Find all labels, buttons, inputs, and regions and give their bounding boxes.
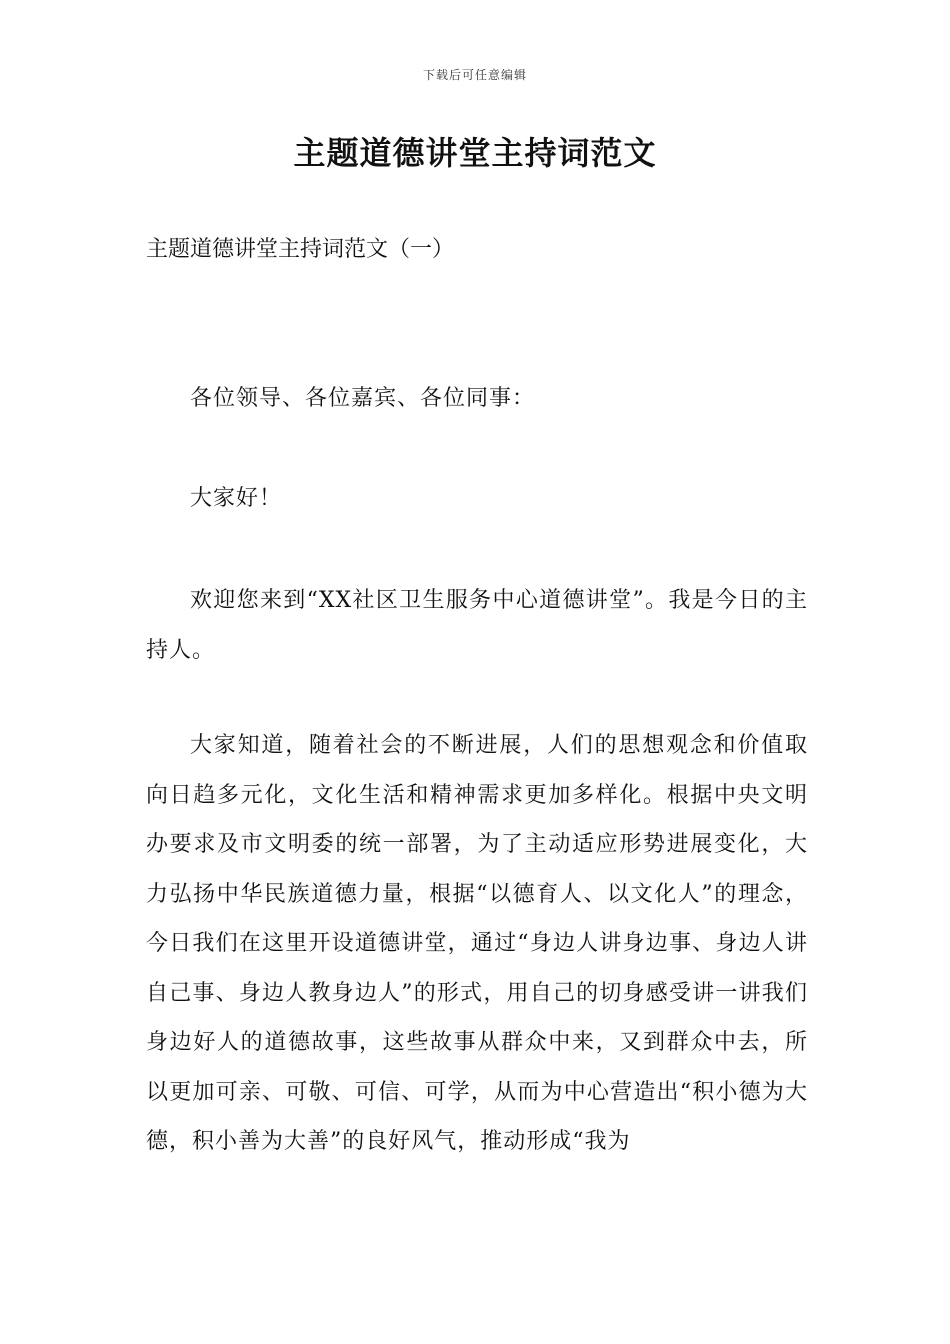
header-note: 下载后可任意编辑 <box>422 68 527 82</box>
paragraph-greeting: 各位领导、各位嘉宾、各位同事： <box>190 386 536 411</box>
section-subtitle: 主题道德讲堂主持词范文（一） <box>146 237 455 262</box>
document-title: 主题道德讲堂主持词范文 <box>293 134 657 172</box>
paragraph-welcome: 欢迎您来到“XX社区卫生服务中心道德讲堂”。我是今日的主持人。 <box>146 588 808 663</box>
paragraph-main: 大家知道，随着社会的不断进展，人们的思想观念和价值取向日趋多元化，文化生活和精神需求更加多样化。根据中央文明办要求及市文明委的统一部署，为了主动适应形势进展变化，大力弘扬中华民族道德力量，根据“以德育人、以文化人”的理念，今日我们在这里开设道德讲堂，通过“身边人讲身边事、身边人讲自己事、身边人教身边人”的形式，用自己的切身感受讲一讲我们身边好人的道德故事，这些故事从群众中来，又到群众中去，所以更加可亲、可敬、可信、可学，从而为中心营造出“积小德为大德，积小善为大善”的良好风气，推动形成“我为 <box>146 733 808 1154</box>
paragraph-hello: 大家好！ <box>190 486 283 511</box>
